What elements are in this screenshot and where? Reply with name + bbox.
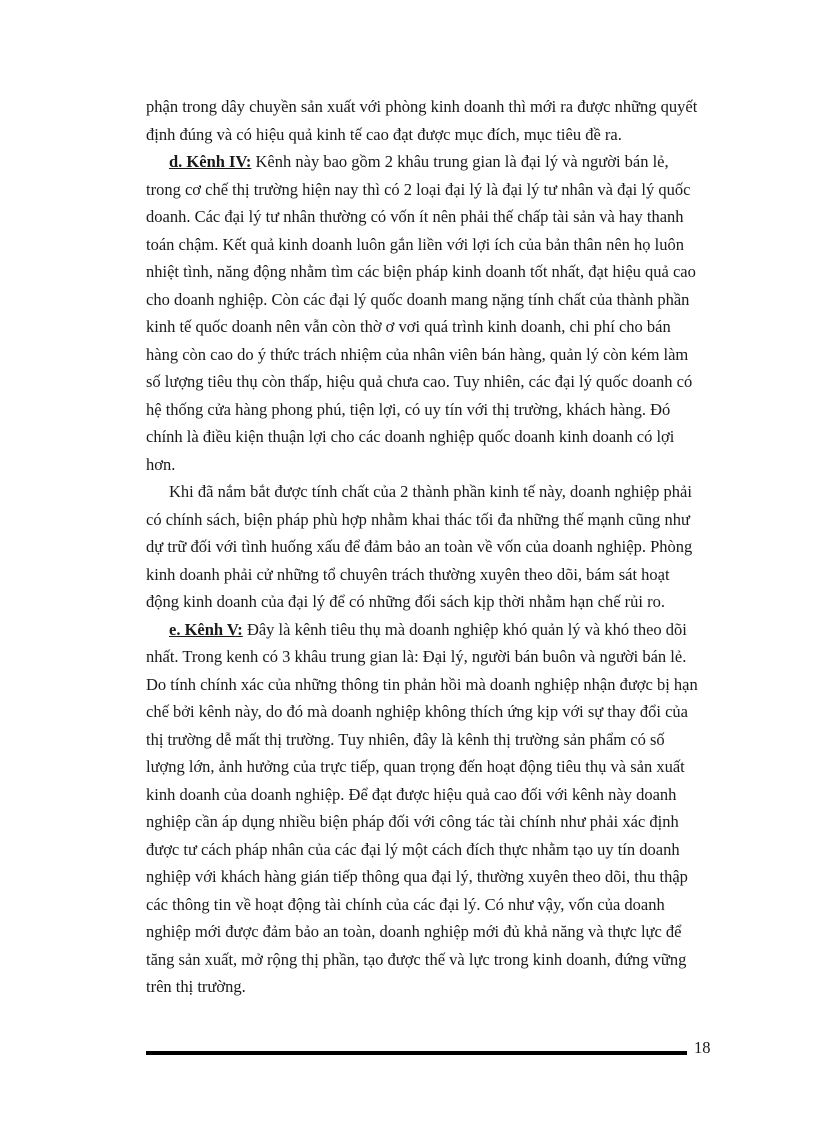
heading-kenh-iv: d. Kênh IV: [169, 152, 252, 171]
heading-kenh-v: e. Kênh V: [169, 619, 243, 639]
paragraph-kenh-v-body: Đây là kênh tiêu thụ mà doanh nghiệp khó quản lý và khó theo dõi nhất. Trong kenh có 3 khâu trung gian là: Đại lý, người bán buôn và người bán lẻ. Do tính chính xác của những thông tin phản hồi mà doanh nghiệp nhận được bị hạn chế bởi kênh này, do đó mà doanh nghiệp không thích ứng kịp với sự thay đổi của thị trường dễ mất thị trường. Tuy nhiên, đây là kênh thị trường sản phẩm có số lượng lớn, ảnh hưởng của trực tiếp, quan trọng đến hoạt động tiêu thụ và sản xuất kinh doanh của doanh nghiệp. Để đạt được hiệu quả cao đối với kênh này doanh nghiệp cần áp dụng nhiều biện pháp đối với công tác tài chính như phải xác định được tư cách pháp nhân của các đại lý một cách đích thực nhằm tạo uy tín doanh nghiệp với khách hàng gián tiếp thông qua đại lý, thường xuyên theo dõi, thu thập các thông tin về hoạt động tài chính của các đại lý. Có như vậy, vốn của doanh nghiệp mới được đảm bảo an toàn, doanh nghiệp mới đủ khả năng và thực lực để tăng sản xuất, mở rộng thị phần, tạo được thế và lực trong kinh doanh, đứng vững trên thị trường. [146, 619, 698, 996]
footer-divider [146, 1051, 687, 1055]
paragraph-continuation: phận trong dây chuyền sản xuất với phòng kinh doanh thì mới ra được những quyết định đúng và có hiệu quả kinh tế cao đạt được mục đích, mục tiêu đề ra. [146, 97, 698, 144]
paragraph-kenh-iv [146, 148, 698, 478]
paragraph-kenh-iv-body: Kênh này bao gồm 2 khâu trung gian là đại lý và người bán lẻ, trong cơ chế thị trường hiện nay thì có 2 loại đại lý là đại lý tư nhân và đại lý quốc doanh. Các đại lý tư nhân thường có vốn ít nên phải thế chấp tài sản và hay thanh toán chậm. Kết quả kinh doanh luôn gắn liền với lợi ích của bản thân nên họ luôn nhiệt tình, năng động nhằm tìm các biện pháp kinh doanh tốt nhất, đạt hiệu quả cao cho doanh nghiệp. Còn các đại lý quốc doanh mang nặng tính chất của thành phần kinh tế quốc doanh nên vẫn còn thờ ơ vơi quá trình kinh doanh, chi phí cho bán hàng còn cao do ý thức trách nhiệm của nhân viên bán hàng, quản lý còn kém làm số lượng tiêu thụ còn thấp, hiệu quả chưa cao. Tuy nhiên, các đại lý quốc doanh có hệ thống cửa hàng phong phú, tiện lợi, có uy tín với thị trường, khách hàng. Đó chính là điều kiện thuận lợi cho các doanh nghiệp quốc doanh kinh doanh có lợi hơn. [146, 152, 696, 474]
page-number: 18 [694, 1038, 711, 1057]
body-text [146, 93, 698, 1001]
paragraph-policy: Khi đã nắm bắt được tính chất của 2 thành phần kinh tế này, doanh nghiệp phải có chính sách, biện pháp phù hợp nhằm khai thác tối đa những thế mạnh cũng như dự trữ đối với tình huống xấu để đảm bảo an toàn về vốn của doanh nghiệp. Phòng kinh doanh phải cử những tổ chuyên trách thường xuyên theo dõi, bám sát hoạt động kinh doanh của đại lý để có những đối sách kịp thời nhằm hạn chế rủi ro. [146, 482, 693, 611]
paragraph-kenh-v [146, 616, 698, 1001]
